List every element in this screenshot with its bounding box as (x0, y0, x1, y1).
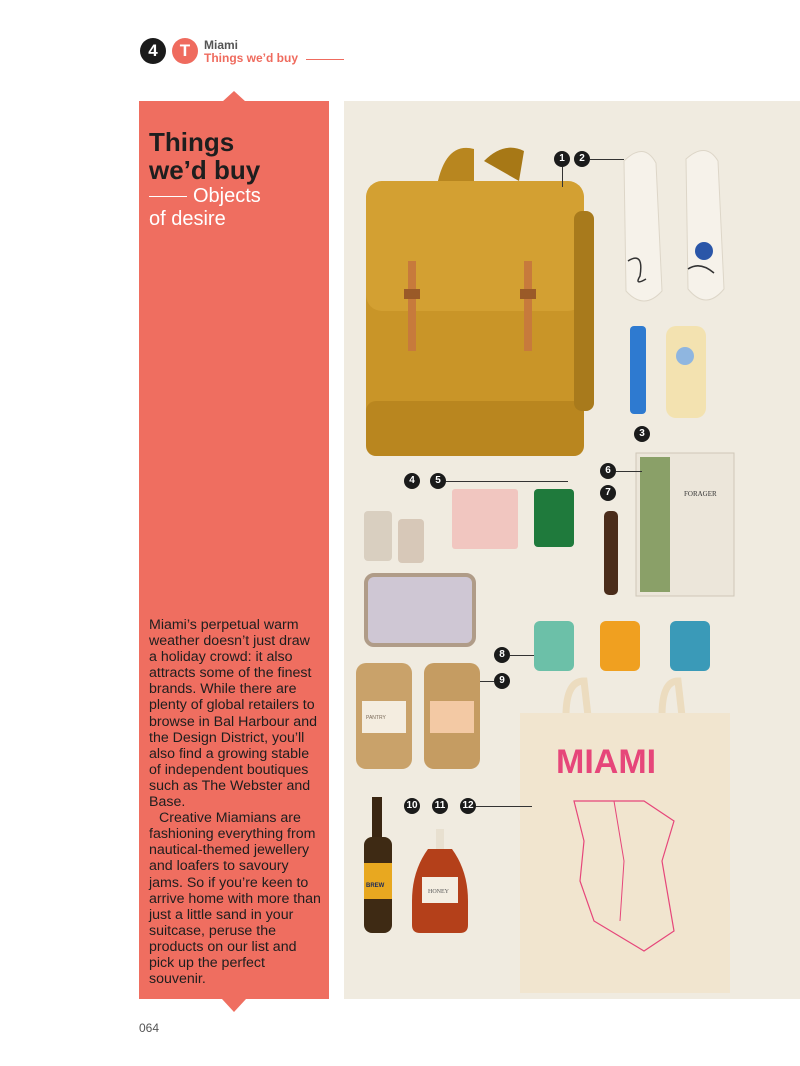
leader-8 (510, 655, 534, 656)
cigar-image (604, 511, 618, 595)
granola-jars-image (356, 663, 480, 769)
jar-label-text: PANTRY (366, 715, 386, 721)
ceramic-cups-image (364, 511, 424, 563)
article-subtitle (149, 185, 319, 231)
marker-9: 9 (494, 673, 510, 689)
marker-1: 1 (554, 151, 570, 167)
leader-5 (446, 481, 568, 482)
beer-bottle-image (364, 797, 392, 933)
header-rule (306, 59, 344, 60)
loafers-image (624, 150, 724, 301)
syrup-label-text: HONEY (428, 889, 449, 895)
backpack-image (366, 148, 594, 456)
title-line-2: we’d buy (149, 155, 261, 185)
leader-9 (480, 681, 494, 682)
marker-3: 3 (634, 426, 650, 442)
leader-6 (616, 471, 642, 472)
beer-label-text: BREW (366, 883, 385, 889)
subtitle-line-2: of desire (149, 208, 226, 230)
marker-7: 7 (600, 485, 616, 501)
leader-2 (590, 159, 624, 160)
body-paragraph-1: Miami’s perpetual warm weather doesn’t just draw a holiday crowd: it also attracts some of the finest brands. While there are plenty of global retailers to browse in Bal Harbour and the Design District, you’ll also find a growing stable of independent boutiques such as The Webster and Base. (149, 617, 317, 811)
marker-4: 4 (404, 473, 420, 489)
marker-5: 5 (430, 473, 446, 489)
product-illustration (344, 101, 800, 999)
article-body (149, 617, 321, 987)
chapter-number-badge: 4 (140, 38, 166, 64)
jam-jars-image (534, 621, 710, 671)
tote-print-text: MIAMI (556, 743, 657, 781)
header-city: Miami (204, 38, 239, 52)
subtitle-line-1: Objects (193, 185, 261, 207)
article-title (149, 128, 319, 184)
title-line-1: Things (149, 127, 235, 157)
subtitle-dash (149, 196, 187, 198)
product-photo (344, 101, 800, 999)
marker-11: 11 (432, 798, 448, 814)
book-title-text: FORAGER (684, 490, 717, 498)
ceramic-tray-image (366, 575, 474, 645)
forager-book-image (636, 453, 734, 596)
marker-10: 10 (404, 798, 420, 814)
tote-bag-image (520, 681, 730, 993)
marker-2: 2 (574, 151, 590, 167)
marker-12: 12 (460, 798, 476, 814)
candles-image (452, 489, 574, 549)
sunscreen-image (630, 326, 706, 418)
marker-6: 6 (600, 463, 616, 479)
page-number: 064 (139, 1021, 160, 1035)
leader-1 (562, 167, 563, 187)
coral-notch-bottom (222, 999, 246, 1012)
body-paragraph-2: Creative Miamians are fashioning everything from nautical-themed jewellery and loafers to savoury jams. So if you’re keen to arrive home with more than just a little sand in your suitcase, peruse the products on our list and pick up the perfect souvenir. (149, 810, 321, 988)
syrup-bottle-image (412, 829, 468, 933)
leader-12 (476, 806, 532, 807)
section-letter-badge: T (172, 38, 198, 64)
marker-8: 8 (494, 647, 510, 663)
header-section-name: Things we’d buy (204, 51, 299, 65)
